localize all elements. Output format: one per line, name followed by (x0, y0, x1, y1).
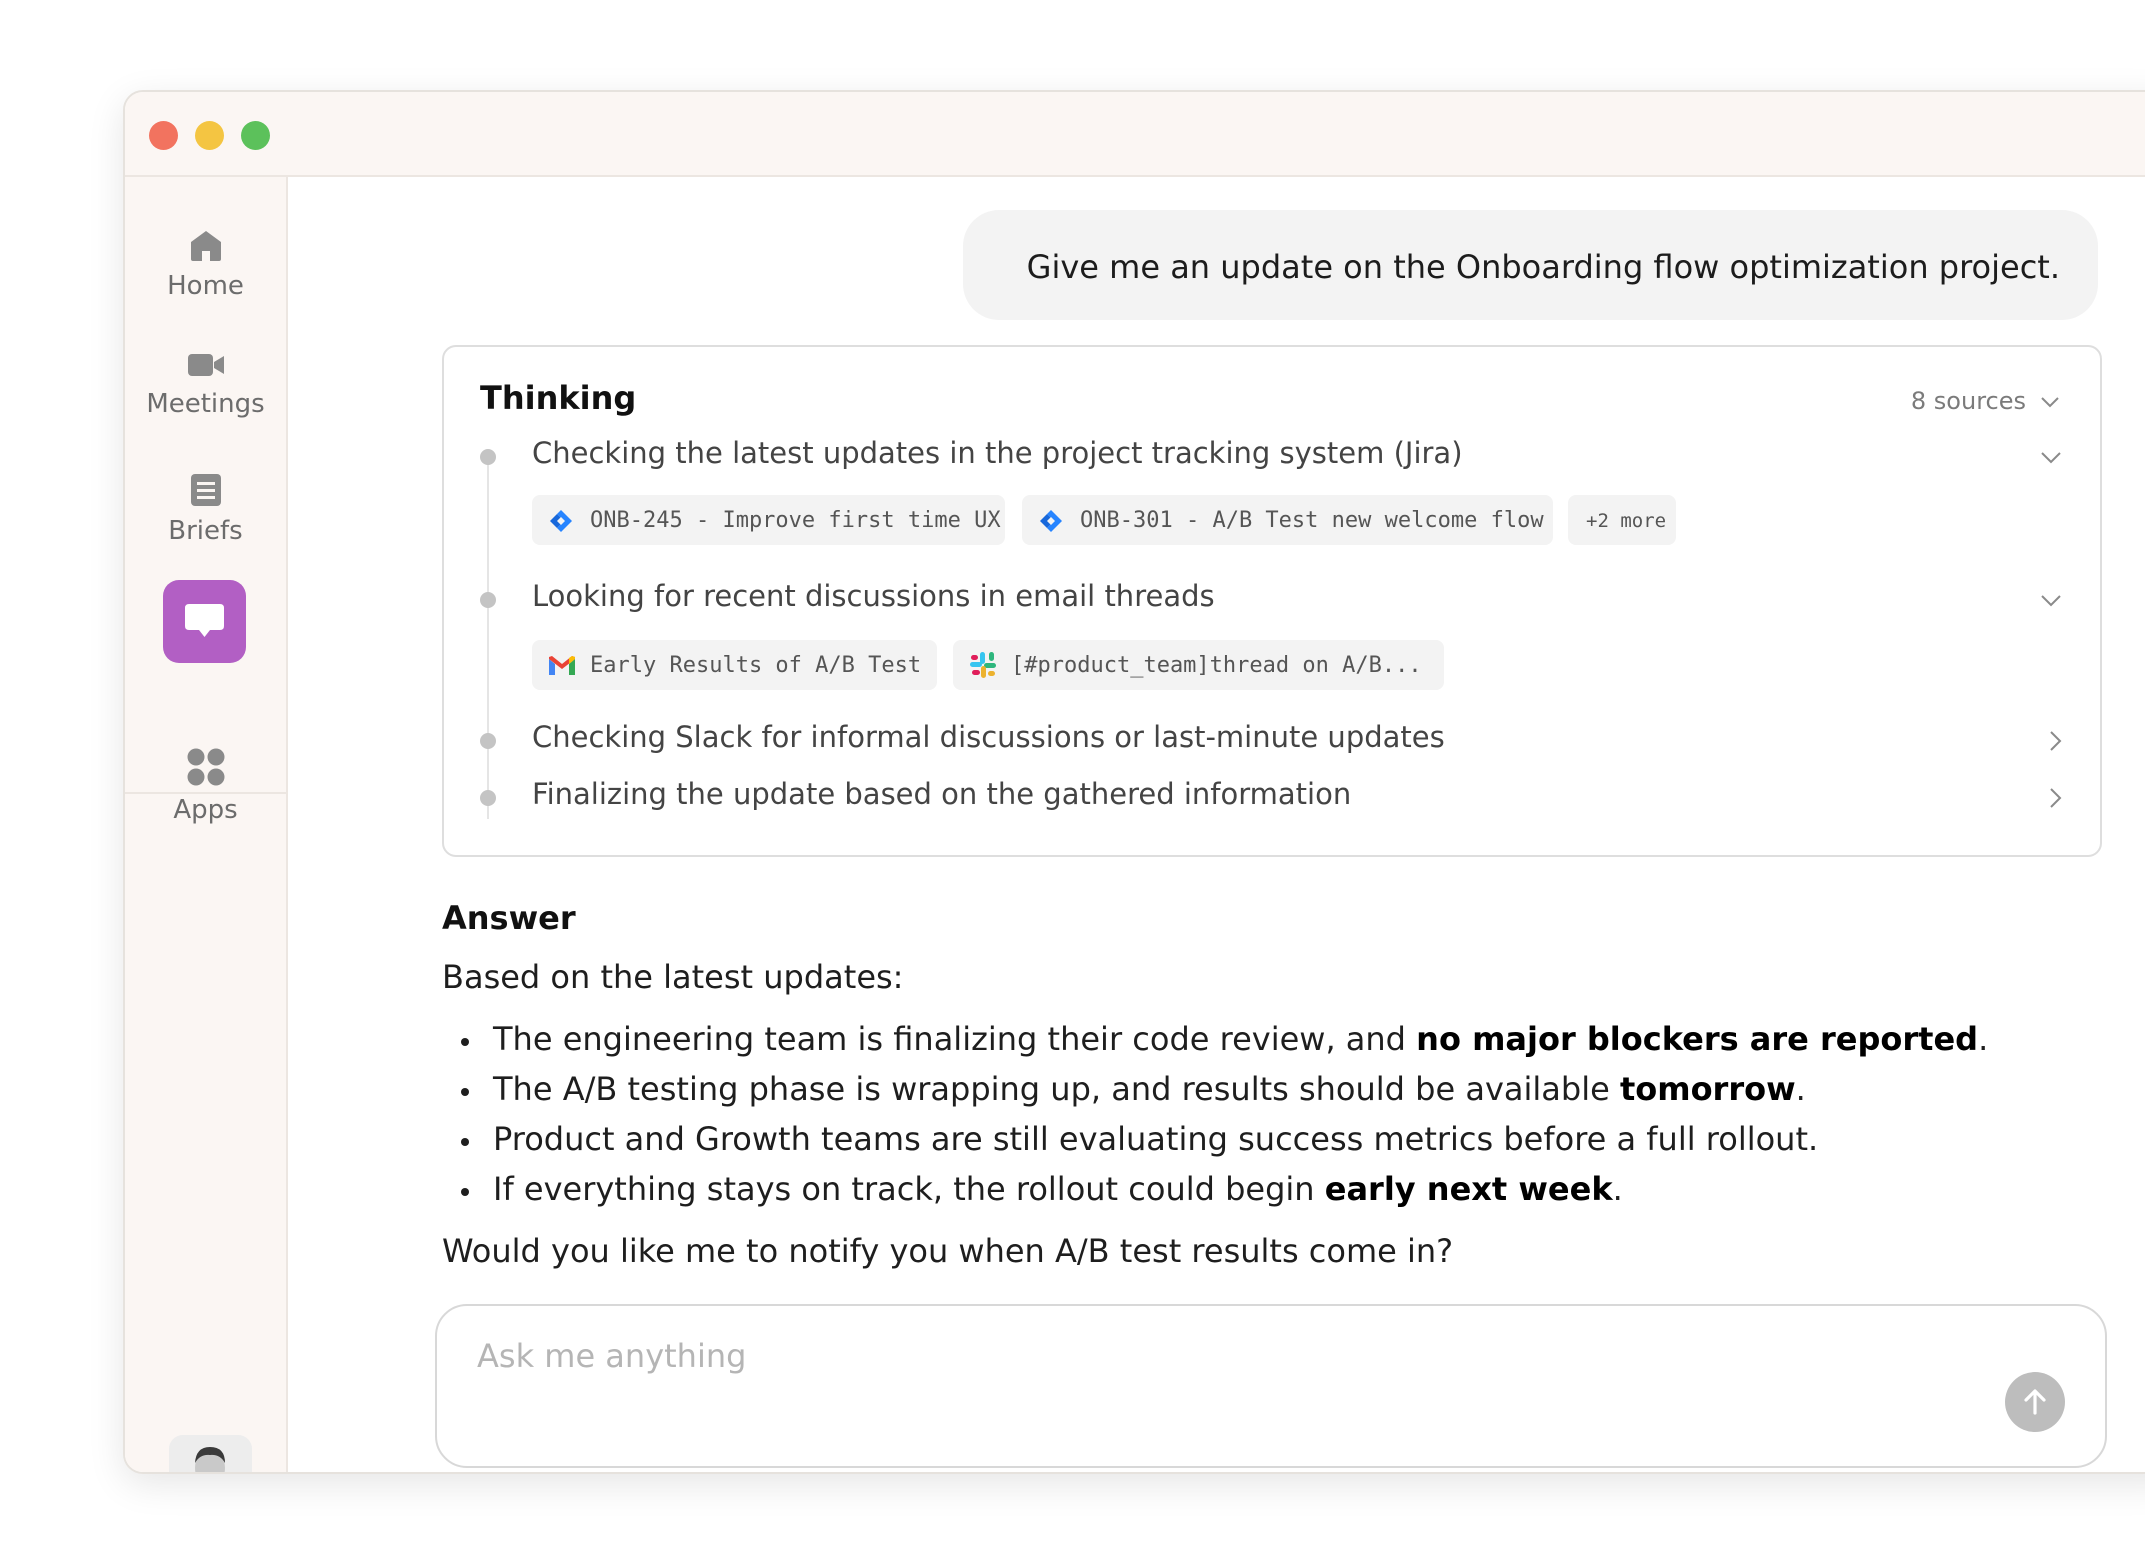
user-message-bubble (963, 210, 2098, 320)
step-dot (480, 790, 496, 806)
chevron-down-icon[interactable] (2040, 594, 2062, 607)
step-text: Looking for recent discussions in email threads (532, 579, 1215, 613)
arrow-up-icon (2019, 1386, 2051, 1418)
step-text: Checking Slack for informal discussions or last-minute updates (532, 720, 1445, 754)
source-chip-label: ONB-301 - A/B Test new welcome flow (1080, 508, 1544, 533)
video-icon (186, 349, 226, 381)
step-dot (480, 733, 496, 749)
timeline-line (487, 457, 489, 819)
sidebar-item-briefs[interactable] (125, 472, 286, 546)
answer-intro: Based on the latest updates: (442, 958, 904, 996)
bullet-bold-text: tomorrow (1619, 1070, 1796, 1108)
sources-count: 8 sources (1910, 387, 2026, 415)
composer (435, 1304, 2107, 1468)
sidebar-item-apps[interactable] (125, 747, 286, 825)
slack-icon (969, 651, 997, 679)
ask-input[interactable] (477, 1332, 1877, 1380)
sidebar-item-chat[interactable] (163, 580, 246, 663)
source-chip[interactable] (1022, 495, 1553, 545)
send-button[interactable] (2005, 1372, 2065, 1432)
bullet-bold-text: no major blockers are reported (1416, 1020, 1979, 1058)
user-message-text: Give me an update on the Onboarding flow optimization project. (1026, 248, 2060, 286)
bullet-text: . (1795, 1070, 1806, 1108)
source-chip-label: Early Results of A/B Test (590, 653, 922, 678)
source-chip-label: [#product_team]thread on A/B... (1011, 653, 1422, 678)
apps-grid-icon (186, 747, 226, 787)
jira-icon (1038, 508, 1064, 534)
answer-follow-up-question: Would you like me to notify you when A/B test results come in? (442, 1232, 1454, 1270)
source-chip[interactable] (953, 640, 1444, 690)
sidebar-item-meetings[interactable] (125, 349, 286, 419)
step-dot (480, 592, 496, 608)
sidebar-item-home[interactable] (125, 227, 286, 301)
close-window-button[interactable] (149, 121, 178, 150)
sidebar-item-label: Apps (173, 795, 238, 825)
zoom-window-button[interactable] (241, 121, 270, 150)
app-window (123, 90, 2145, 1474)
gmail-icon (548, 655, 576, 677)
more-sources-chip[interactable] (1568, 495, 1676, 545)
bullet-bold-text: early next week (1324, 1170, 1613, 1208)
chevron-right-icon[interactable] (2049, 787, 2062, 809)
answer-bullet (493, 1070, 1806, 1108)
answer-bullet (493, 1120, 1818, 1158)
thinking-title: Thinking (480, 379, 637, 417)
sidebar (125, 177, 288, 1472)
sidebar-item-label: Briefs (168, 516, 243, 546)
bullet-text: . (1612, 1170, 1623, 1208)
bullet-text: The A/B testing phase is wrapping up, and results should be available (493, 1070, 1620, 1108)
chevron-down-icon (2040, 396, 2060, 408)
thinking-panel (442, 345, 2102, 857)
answer-bullet (493, 1170, 1623, 1208)
bullet-text: If everything stays on track, the rollout could begin (493, 1170, 1325, 1208)
document-icon (189, 472, 223, 508)
minimize-window-button[interactable] (195, 121, 224, 150)
chevron-down-icon[interactable] (2040, 451, 2062, 464)
home-icon (188, 227, 224, 263)
sources-toggle[interactable] (1911, 387, 2060, 415)
user-avatar[interactable] (169, 1435, 252, 1474)
bullet-text: Product and Growth teams are still evaluating success metrics before a full rollout. (493, 1120, 1819, 1158)
avatar-image (169, 1435, 252, 1474)
answer-title: Answer (442, 899, 576, 937)
chat-icon (183, 600, 226, 643)
source-chip[interactable] (532, 640, 937, 690)
source-chip-label: ONB-245 - Improve first time UX (590, 508, 1001, 533)
jira-icon (548, 508, 574, 534)
answer-bullet (493, 1020, 1988, 1058)
sidebar-item-label: Meetings (146, 389, 265, 419)
step-text: Finalizing the update based on the gathered information (532, 777, 1352, 811)
chevron-right-icon[interactable] (2049, 730, 2062, 752)
sidebar-item-label: Home (167, 271, 244, 301)
bullet-text: The engineering team is finalizing their code review, and (493, 1020, 1417, 1058)
bullet-text: . (1978, 1020, 1989, 1058)
title-bar (125, 92, 2145, 177)
step-text: Checking the latest updates in the project tracking system (Jira) (532, 436, 1463, 470)
source-chip[interactable] (532, 495, 1005, 545)
more-sources-label: +2 more (1586, 510, 1667, 532)
step-dot (480, 449, 496, 465)
